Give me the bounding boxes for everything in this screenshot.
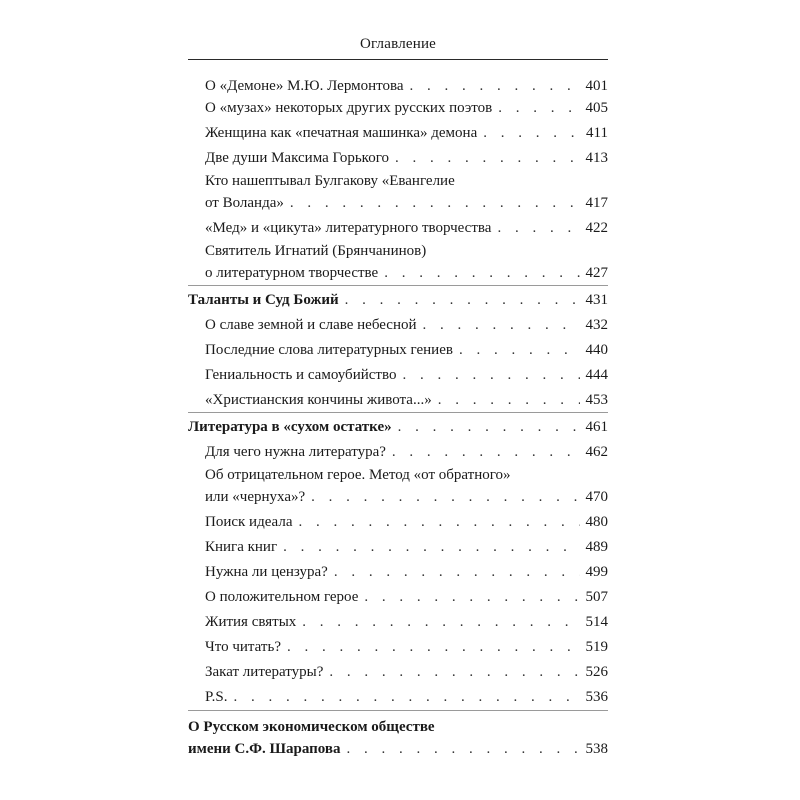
dot-leader: [311, 486, 579, 508]
section-separator: [188, 710, 608, 711]
header-rule: [188, 59, 608, 60]
toc-entry: [188, 147, 608, 169]
toc-entry-title: Для чего нужна литература?: [205, 444, 386, 460]
toc-entry-title: Закат литературы?: [205, 664, 324, 680]
dot-leader: [402, 364, 579, 386]
toc-page-number: 461: [585, 419, 608, 435]
dot-leader: [459, 339, 580, 361]
toc-entry: [188, 511, 608, 533]
toc-page-number: 480: [585, 514, 608, 530]
toc-entry: [188, 464, 608, 508]
toc-entry: [188, 586, 608, 608]
dot-leader: [302, 611, 579, 633]
toc-page-number: 514: [585, 614, 608, 630]
toc-entry-title-line: Кто нашептывал Булгакову «Евангелие: [205, 173, 455, 189]
dot-leader: [334, 561, 580, 583]
dot-leader: [483, 122, 580, 144]
toc-page-number: 444: [585, 367, 608, 383]
toc-entry: [188, 561, 608, 583]
toc-entry-title: О «музах» некоторых других русских поэтов: [205, 100, 493, 116]
toc-entry: [188, 75, 608, 97]
toc-page-number: 538: [585, 741, 608, 757]
toc-page-number: 462: [585, 444, 608, 460]
toc-entry-title: P.S.: [205, 689, 228, 705]
toc-entry-title: Жития святых: [205, 614, 297, 630]
toc-page-number: 470: [585, 489, 608, 505]
section-separator: [188, 285, 608, 286]
toc-entry-title: Женщина как «печатная машинка» демона: [205, 125, 478, 141]
toc-entry: [188, 97, 608, 119]
dot-leader: [329, 661, 579, 683]
dot-leader: [345, 289, 580, 311]
dot-leader: [410, 75, 580, 97]
toc-entry: [188, 636, 608, 658]
dot-leader: [438, 389, 580, 411]
toc-page-number: 536: [585, 689, 608, 705]
toc-entry-title: Литература в «сухом остатке»: [188, 419, 392, 435]
dot-leader: [287, 636, 580, 658]
toc-entry: [188, 217, 608, 239]
toc-entry: [188, 441, 608, 463]
toc-section-entry: [188, 716, 608, 760]
dot-leader: [347, 738, 580, 760]
toc-entry: [188, 122, 608, 144]
toc-entry-title: от Воланда»: [205, 195, 284, 211]
toc-page-number: 427: [585, 265, 608, 281]
toc-section-entry: [188, 289, 608, 311]
toc-entry-title: Гениальность и самоубийство: [205, 367, 397, 383]
toc-entry-title: Таланты и Суд Божий: [188, 292, 339, 308]
dot-leader: [398, 416, 580, 438]
toc-page-number: 411: [586, 125, 608, 141]
toc-entry: [188, 240, 608, 284]
toc-entry-title: О положительном герое: [205, 589, 359, 605]
toc-page-number: 507: [585, 589, 608, 605]
toc-entry-title: О славе земной и славе небесной: [205, 317, 417, 333]
dot-leader: [392, 441, 580, 463]
dot-leader: [384, 262, 579, 284]
toc-entry-title: о литературном творчестве: [205, 265, 379, 281]
toc-entry-title: Книга книг: [205, 539, 278, 555]
dot-leader: [497, 217, 579, 239]
dot-leader: [299, 511, 580, 533]
toc-entry-title: Поиск идеала: [205, 514, 293, 530]
toc-page-number: 405: [585, 100, 608, 116]
toc-entry-title: имени С.Ф. Шарапова: [188, 741, 341, 757]
dot-leader: [423, 314, 580, 336]
dot-leader: [395, 147, 580, 169]
toc-entry: [188, 686, 608, 708]
toc-entry: [188, 389, 608, 411]
toc-page-number: 489: [585, 539, 608, 555]
dot-leader: [364, 586, 579, 608]
toc-page-number: 422: [585, 220, 608, 236]
toc-entry-title-line: О Русском экономическом обществе: [188, 719, 435, 735]
toc-page-number: 413: [585, 150, 608, 166]
toc-page-number: 401: [585, 78, 608, 94]
toc-page-number: 431: [585, 292, 608, 308]
toc-entry: [188, 611, 608, 633]
toc-entry-title: или «чернуха»?: [205, 489, 306, 505]
toc-entry-title-line: Об отрицательном герое. Метод «от обратного»: [205, 467, 511, 483]
toc-entry-title-line: Святитель Игнатий (Брянчанинов): [205, 243, 427, 259]
running-header-title: Оглавление: [359, 36, 437, 52]
toc-entry: [188, 661, 608, 683]
dot-leader: [290, 192, 580, 214]
toc-entry-title: О «Демоне» М.Ю. Лермонтова: [205, 78, 404, 94]
dot-leader: [234, 686, 580, 708]
toc-page-number: 499: [585, 564, 608, 580]
toc-page-number: 453: [585, 392, 608, 408]
toc-entry-title: Что читать?: [205, 639, 281, 655]
toc-page-number: 440: [585, 342, 608, 358]
dot-leader: [283, 536, 579, 558]
toc-entry-title: Нужна ли цензура?: [205, 564, 328, 580]
toc-entry: [188, 314, 608, 336]
toc-entry-title: «Христианския кончины живота...»: [205, 392, 432, 408]
toc-page-number: 519: [585, 639, 608, 655]
section-separator: [188, 412, 608, 413]
toc-page-number: 526: [585, 664, 608, 680]
toc-entry-title: Две души Максима Горького: [205, 150, 389, 166]
toc-entry-title: «Мед» и «цикута» литературного творчества: [205, 220, 492, 236]
toc-entry: [188, 339, 608, 361]
toc-section-entry: [188, 416, 608, 438]
toc-entry: [188, 536, 608, 558]
toc-page-number: 417: [585, 195, 608, 211]
toc-entry-title: Последние слова литературных гениев: [205, 342, 453, 358]
toc-page-number: 432: [585, 317, 608, 333]
dot-leader: [498, 97, 579, 119]
toc-entry: [188, 364, 608, 386]
toc-entry: [188, 170, 608, 214]
